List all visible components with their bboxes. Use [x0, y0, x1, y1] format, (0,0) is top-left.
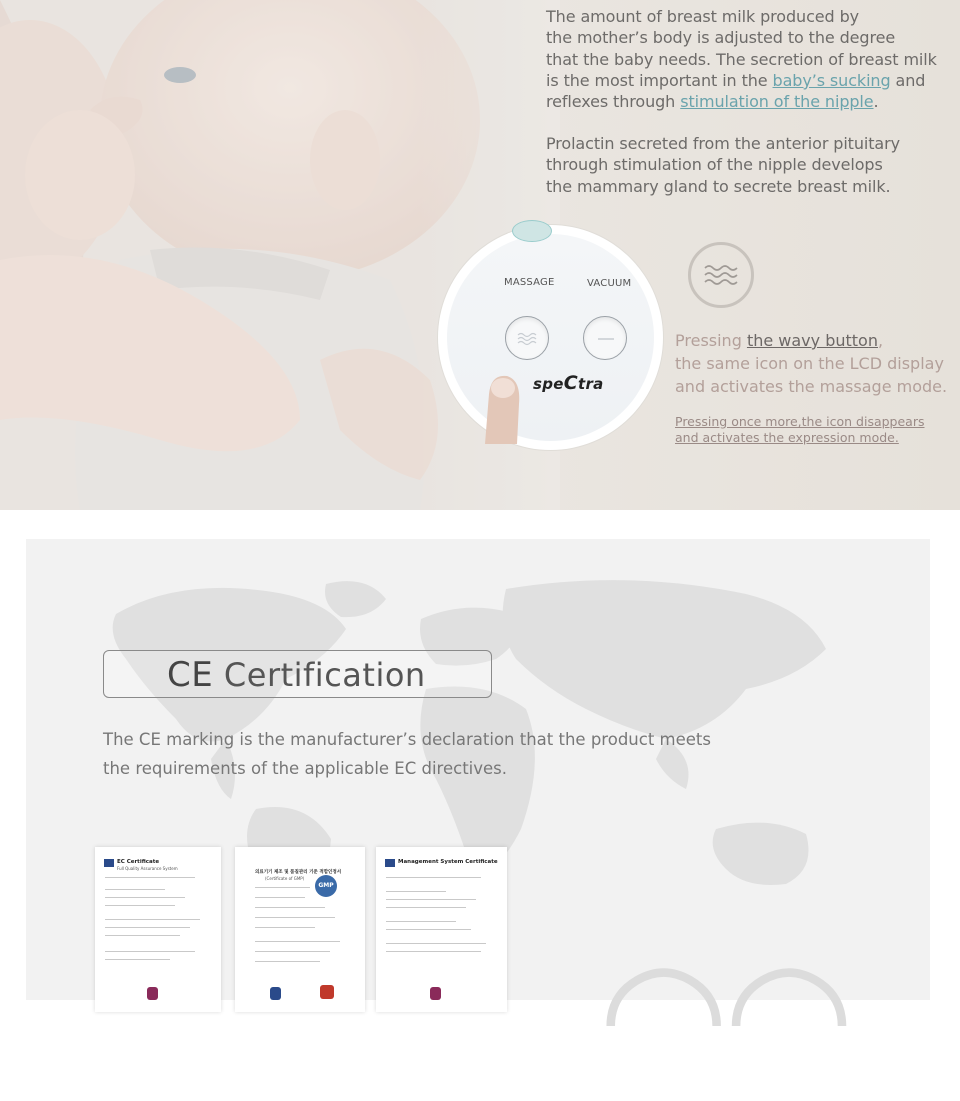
kcl-logo [270, 987, 281, 1000]
cert1-heading: EC Certificate [117, 859, 160, 865]
certificate-seal [147, 987, 158, 1000]
gmp-badge: GMP [315, 875, 337, 897]
ce-description [103, 725, 711, 783]
cert1-subheading: Full Quality Assurance System [117, 866, 178, 871]
vacuum-label: VACUUM [587, 278, 632, 289]
prolactin-paragraph [546, 133, 900, 197]
para1-line-1: The amount of breast milk produced by [546, 7, 860, 26]
ce-desc-line-1: The CE marking is the manufacturer’s declaration that the product meets [103, 730, 711, 749]
massage-button [505, 316, 549, 360]
red-stamp [320, 985, 334, 999]
para2-line-1: Prolactin secreted from the anterior pituitary [546, 134, 900, 153]
para1-line-5: reflexes through stimulation of the nipple. [546, 92, 879, 112]
para2-line-3: the mammary gland to secrete breast milk. [546, 176, 891, 196]
breast-milk-paragraph [546, 6, 937, 112]
ce-certification-title: CE Certification [167, 655, 426, 695]
certificate-logo [104, 859, 114, 867]
vacuum-button [583, 316, 627, 360]
para1-line-2: the mother’s body is adjusted to the degree [546, 28, 896, 48]
cert3-heading: Management System Certificate [398, 859, 498, 865]
vacuum-icon [584, 317, 628, 361]
para2-line-2: through stimulation of the nipple develops [546, 155, 883, 175]
ce-desc-line-2: the requirements of the applicable EC directives. [103, 759, 508, 778]
ec-certificate-image [95, 847, 221, 1012]
para1-line-4: is the most important in the baby’s sucking and [546, 70, 926, 90]
wavy-lines-icon [688, 242, 754, 308]
babys-sucking-highlight: baby’s sucking [772, 70, 891, 90]
wavy-button-emphasis: the wavy button [746, 331, 878, 350]
finger-pressing [477, 364, 537, 444]
wavy-button-instructions [675, 329, 947, 398]
gmp-certificate-image [235, 847, 365, 1012]
feature-section [0, 0, 960, 510]
spectra-logo: speCtra [533, 372, 604, 394]
note-line-1: Pressing once more,the icon disappears [675, 414, 925, 429]
certificate-logo [385, 859, 395, 867]
note-line-2: and activates the expression mode. [675, 430, 899, 445]
para1-line-3: that the baby needs. The secretion of breast milk [546, 49, 937, 69]
massage-wave-icon [506, 317, 550, 361]
certificate-seal [430, 987, 441, 1000]
press-line-3: and activates the massage mode. [675, 377, 948, 396]
management-system-certificate-image [376, 847, 507, 1012]
nipple-stimulation-highlight: stimulation of the nipple [680, 92, 874, 112]
press-line-2: the same icon on the LCD display [675, 354, 944, 373]
pump-control-panel [447, 234, 654, 441]
cert2-subheading: (Certificate of GMP) [265, 876, 305, 881]
ce-certification-section [26, 539, 930, 1101]
decorative-large-letters: ◠◠ [606, 927, 857, 1101]
expression-mode-note [675, 414, 925, 446]
cert2-heading: 의료기기 제조 및 품질관리 기준 적합인정서 [255, 870, 342, 875]
lcd-corner [512, 220, 552, 242]
pump-control-closeup [438, 225, 663, 450]
massage-label: MASSAGE [504, 277, 555, 288]
press-line-1: Pressing the wavy button, [675, 331, 884, 350]
ce-certification-title-box [103, 650, 492, 698]
